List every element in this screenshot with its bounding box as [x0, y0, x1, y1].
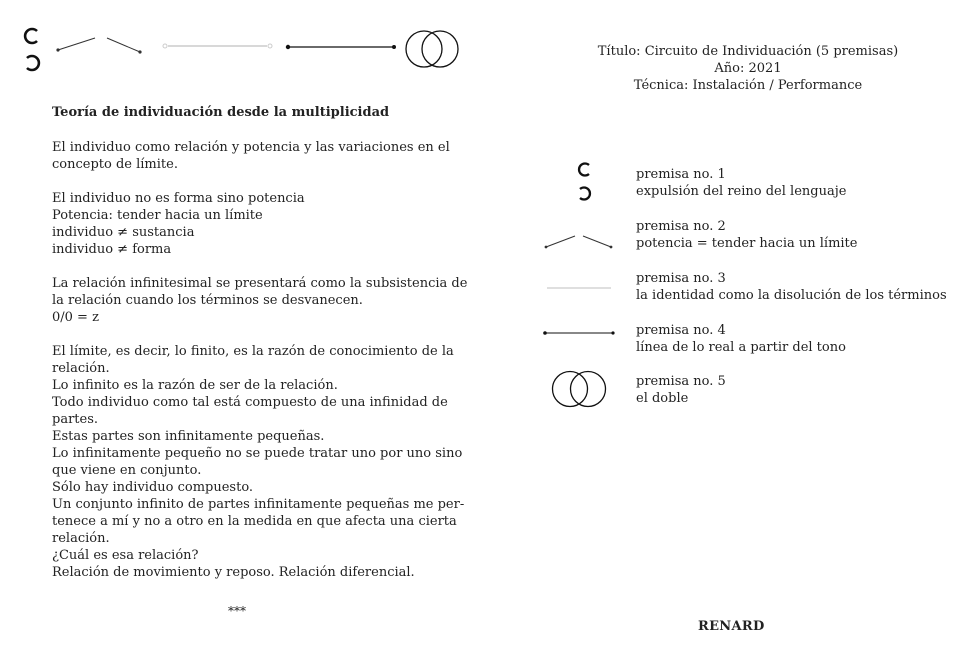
- artwork-metadata: [590, 43, 906, 94]
- text-line: ¿Cuál es esa relación?: [52, 548, 199, 563]
- text-line: Estas partes son infinitamente pequeñas.: [52, 429, 325, 444]
- text-line: relación.: [52, 531, 110, 546]
- text-line: que viene en conjunto.: [52, 463, 202, 478]
- text-line: tenece a mí y no a otro en la medida en que afecta una cierta: [52, 514, 457, 529]
- meta-title: Título: Circuito de Individuación (5 premisas): [597, 44, 899, 59]
- text-line: El individuo no es forma sino potencia: [52, 191, 305, 206]
- text-line: partes.: [52, 412, 99, 427]
- premise-text: línea de lo real a partir del tono: [636, 340, 846, 355]
- premise-text: potencia = tender hacia un límite: [636, 236, 858, 251]
- header-cc-glyph-icon: [18, 24, 48, 80]
- paragraph: [52, 190, 452, 258]
- text-line: Lo infinito es la razón de ser de la relación.: [52, 378, 338, 393]
- signature: RENARD: [698, 619, 765, 634]
- premise-label: premisa no. 4: [636, 323, 726, 338]
- paragraph: [52, 275, 468, 326]
- premise-2: [636, 218, 857, 252]
- premise-label: premisa no. 5: [636, 374, 726, 389]
- text-line: Potencia: tender hacia un límite: [52, 208, 263, 223]
- premise-label: premisa no. 3: [636, 271, 726, 286]
- cc-glyph-icon: [572, 159, 598, 207]
- text-line: concepto de límite.: [52, 157, 178, 172]
- premise-text: el doble: [636, 391, 689, 406]
- text-line: La relación infinitesimal se presentará como la subsistencia de: [52, 276, 468, 291]
- text-line: El individuo como relación y potencia y las variaciones en el: [52, 140, 450, 155]
- header-dot-line-icon: [283, 40, 399, 54]
- text-line: El límite, es decir, lo finito, es la razón de conocimiento de la: [52, 344, 454, 359]
- premise-text: expulsión del reino del lenguaje: [636, 184, 847, 199]
- header-open-angle-icon: [52, 32, 148, 58]
- meta-technique: Técnica: Instalación / Performance: [633, 78, 863, 93]
- premise-label: premisa no. 1: [636, 167, 726, 182]
- text-line: Todo individuo como tal está compuesto de una infinidad de: [52, 395, 448, 410]
- meta-year: Año: 2021: [714, 61, 782, 76]
- text-line: Lo infinitamente pequeño no se puede tratar uno por uno sino: [52, 446, 463, 461]
- paragraph: [52, 139, 452, 173]
- double-circle-icon: [548, 368, 610, 410]
- text-line: individuo ≠ sustancia: [52, 225, 195, 240]
- essay-column: [52, 104, 468, 598]
- header-double-circle-icon: [402, 27, 462, 71]
- text-line: individuo ≠ forma: [52, 242, 172, 257]
- premise-text: la identidad como la disolución de los términos: [636, 288, 947, 303]
- text-line: Sólo hay individuo compuesto.: [52, 480, 254, 495]
- text-line: Relación de movimiento y reposo. Relación diferencial.: [52, 565, 415, 580]
- premise-1: [636, 166, 846, 200]
- premise-label: premisa no. 2: [636, 219, 726, 234]
- essay-title: Teoría de individuación desde la multiplicidad: [52, 105, 390, 120]
- text-line: relación.: [52, 361, 110, 376]
- dot-line-icon: [541, 327, 617, 339]
- header-faint-line-icon: [159, 39, 277, 53]
- text-line: Un conjunto infinito de partes infinitamente pequeñas me per-: [52, 497, 465, 512]
- text-line: la relación cuando los términos se desvanecen.: [52, 293, 363, 308]
- premise-4: [636, 322, 846, 356]
- open-angle-icon: [541, 228, 616, 252]
- text-line: 0/0 = z: [52, 310, 99, 325]
- premise-3: [636, 270, 947, 304]
- faint-line-icon: [543, 282, 615, 294]
- paragraph: [52, 343, 465, 581]
- closing-asterisks: ***: [228, 604, 246, 618]
- premise-5: [636, 373, 726, 407]
